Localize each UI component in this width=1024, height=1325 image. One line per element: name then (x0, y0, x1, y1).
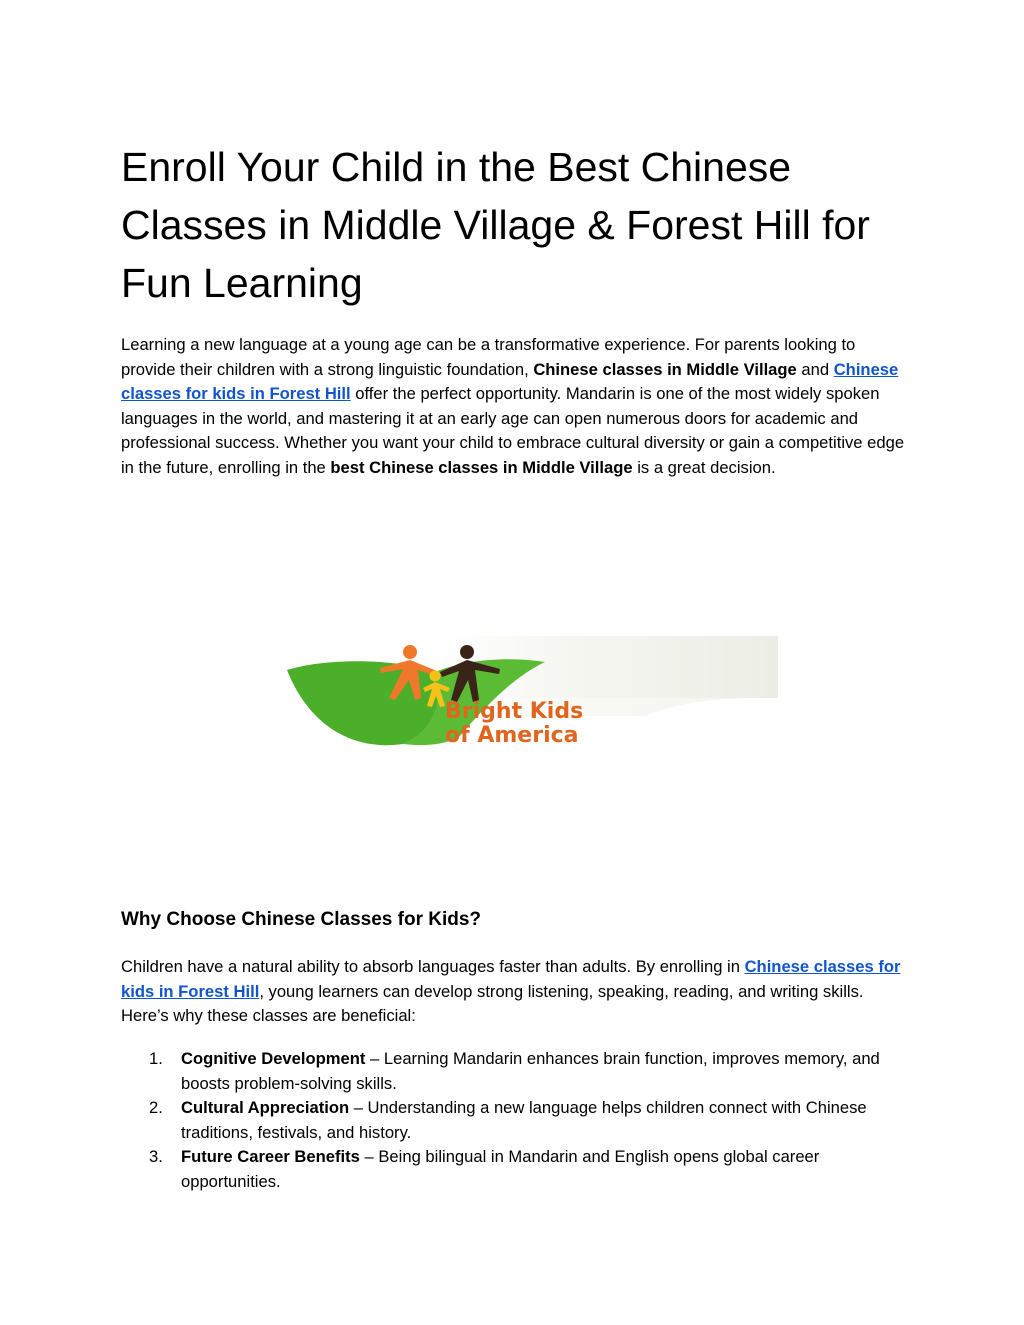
intro-text-1: Learning a new language at a young age can be a transformative experience. For parents looking to provide their children with a strong linguistic foundation, (121, 335, 856, 379)
intro-text-4: is a great decision. (632, 457, 776, 477)
list-item-text: – Being bilingual in Mandarin and English opens global career opportunities. (181, 1147, 820, 1191)
section-text-1: Children have a natural ability to absorb languages faster than adults. By enrolling in (121, 957, 745, 976)
list-item (121, 1145, 907, 1194)
list-number: 1. (149, 1049, 163, 1068)
intro-text-2: and (796, 359, 834, 379)
list-number: 3. (149, 1147, 163, 1166)
forest-hill-link-2[interactable]: Chinese classes for kids in Forest Hill (121, 957, 901, 1001)
intro-bold-2: best Chinese classes in Middle Village (330, 457, 633, 477)
page-title: Enroll Your Child in the Best Chinese Classes in Middle Village & Forest Hill for Fun Learning (121, 144, 870, 306)
intro-paragraph (121, 333, 907, 480)
logo-text-line1: Bright Kids (445, 699, 584, 724)
list-number: 2. (149, 1098, 163, 1117)
logo-image (285, 636, 778, 754)
list-item-title: Cultural Appreciation (181, 1098, 350, 1117)
section-text-2: , young learners can develop strong listening, speaking, reading, and writing skills. Here’s why these classes are beneficial: (121, 981, 864, 1025)
list-item-text: – Understanding a new language helps children connect with Chinese traditions, festivals, and history. (181, 1098, 867, 1142)
list-item-title: Future Career Benefits (181, 1147, 360, 1166)
intro-bold-1: Chinese classes in Middle Village (533, 359, 797, 379)
logo-text-line2: of America (445, 723, 579, 748)
bright-kids-logo (285, 636, 778, 754)
intro-text-3: offer the perfect opportunity. Mandarin is one of the most widely spoken languages in the world, and mastering it at an early age can open numerous doors for academic and professional success. Whether you want your child to embrace cultural diversity or gain a competitive edge in the future, enrolling in the (121, 384, 905, 477)
list-item (121, 1047, 907, 1096)
list-item (121, 1096, 907, 1145)
list-item-text: – Learning Mandarin enhances brain function, improves memory, and boosts problem-solving skills. (181, 1049, 880, 1093)
section-heading: Why Choose Chinese Classes for Kids? (121, 909, 482, 930)
list-item-title: Cognitive Development (181, 1049, 366, 1068)
forest-hill-link[interactable]: Chinese classes for kids in Forest Hill (121, 359, 899, 403)
section-paragraph (121, 955, 907, 1029)
benefits-list (121, 1047, 907, 1194)
